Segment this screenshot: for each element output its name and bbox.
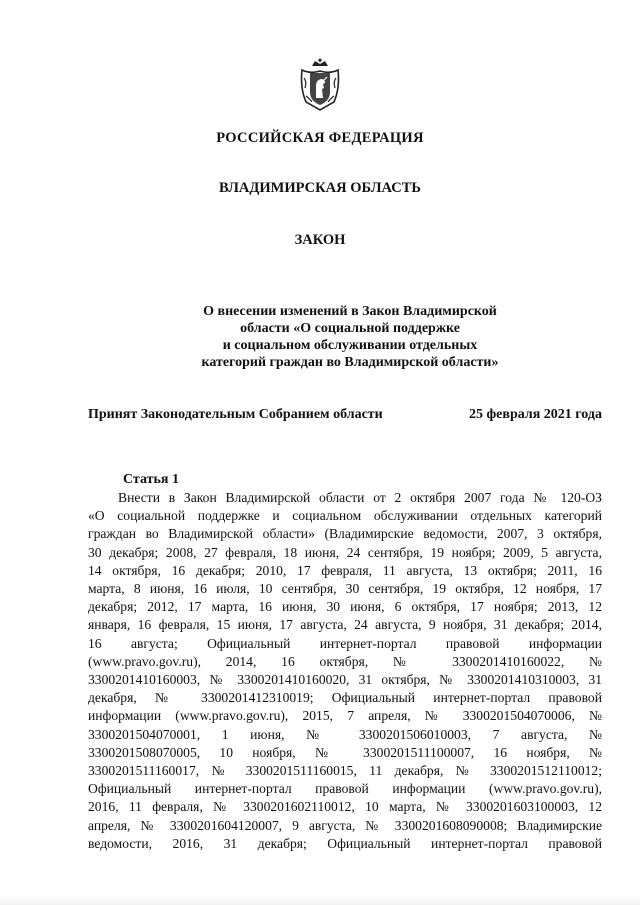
body-line: ведомости, 2016, 31 декабря; Официальный интернет-портал правовой xyxy=(88,835,602,851)
body-line: граждан во Владимирской области» (Владимирские ведомости, 2007, 3 октября, xyxy=(88,526,602,542)
body-line: 16 августа; Официальный интернет-портал правовой информации xyxy=(88,635,602,651)
law-title xyxy=(185,303,515,371)
body-line: апреля, № 3300201604120007, 9 августа, № 3300201608090008; Владимирские xyxy=(88,817,602,833)
body-line: 3300201410160003, № 3300201410160020, 31 октября, № 3300201410310003, 31 xyxy=(88,672,602,688)
law-title-line: области «О социальной поддержке xyxy=(240,321,460,336)
body-line: 2016, 11 февраля, № 3300201602110012, 10 марта, № 3300201603100003, 12 xyxy=(88,799,602,815)
page-bottom-edge xyxy=(0,895,640,905)
body-line: (www.pravo.gov.ru), 2014, 16 октября, № 3300201410160022, № xyxy=(88,653,602,669)
body-line: марта, 8 июня, 16 июля, 10 сентября, 30 сентября, 19 октября, 12 ноября, 17 xyxy=(88,581,602,597)
body-line: «О социальной поддержке и социальном обслуживании отдельных категорий xyxy=(88,508,602,524)
document-type-heading: ЗАКОН xyxy=(294,232,346,248)
body-line: 3300201504070001, 1 июня, № 3300201506010003, 7 августа, № xyxy=(88,726,602,742)
body-line: 3300201511160017, № 3300201511160015, 11 декабря, № 3300201512110012; xyxy=(88,763,602,779)
law-title-line: и социальном обслуживании отдельных xyxy=(222,338,478,353)
body-line: 3300201508070005, 10 ноября, № 3300201511100007, 16 ноября, № xyxy=(88,744,602,760)
adopted-by: Принят Законодательным Собранием области xyxy=(88,407,383,422)
region-heading: ВЛАДИМИРСКАЯ ОБЛАСТЬ xyxy=(219,180,421,196)
body-line: 14 октября, 16 декабря; 2010, 17 февраля, 11 августа, 13 октября; 2011, 16 xyxy=(88,562,602,578)
law-title-line: категорий граждан во Владимирской области» xyxy=(201,355,499,370)
adopted-date: 25 февраля 2021 года xyxy=(469,407,602,422)
body-line: информации (www.pravo.gov.ru), 2015, 7 апреля, № 3300201504070006, № xyxy=(88,708,602,724)
body-line: декабря; 2012, 17 марта, 16 июня, 30 июня, 6 октября, 17 ноября; 2013, 12 xyxy=(88,599,602,615)
body-line: Внести в Закон Владимирской области от 2 октября 2007 года № 120-ОЗ xyxy=(118,490,602,505)
body-line: декабря, № 3300201412310019; Официальный интернет-портал правовой xyxy=(88,690,602,706)
article-title: Статья 1 xyxy=(123,472,179,487)
body-line: Официальный интернет-портал правовой информации (www.pravo.gov.ru), xyxy=(88,781,602,797)
article-body xyxy=(88,489,602,853)
country-heading: РОССИЙСКАЯ ФЕДЕРАЦИЯ xyxy=(216,130,424,146)
body-line: 30 декабря; 2008, 27 февраля, 18 июня, 24 сентября, 19 ноября; 2009, 5 августа, xyxy=(88,544,602,560)
law-title-line: О внесении изменений в Закон Владимирской xyxy=(203,304,497,319)
coat-of-arms-icon xyxy=(298,58,342,112)
body-line: января, 16 февраля, 15 июня, 17 августа, 24 августа, 9 ноября, 31 декабря; 2014, xyxy=(88,617,602,633)
